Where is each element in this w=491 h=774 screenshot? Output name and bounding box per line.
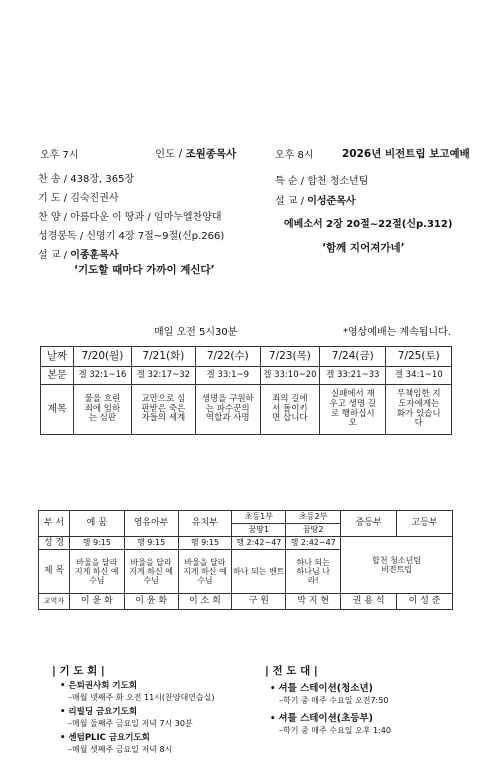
intro-label: 인도 /: [155, 148, 183, 160]
prayer-item: [60, 732, 215, 744]
prayer-item-name: 은퇴권사회 기도회: [68, 681, 138, 691]
evangelism-header: | 전 도 대 |: [265, 665, 318, 677]
department-table: [38, 510, 453, 610]
teacher-cell: 이 윤 화: [69, 594, 124, 610]
dept-name: 유치부: [178, 511, 232, 537]
title-cell: 하나 되는 하나님 나라!: [286, 550, 341, 594]
prayer-item: [60, 680, 215, 692]
teacher-cell: 구 원: [232, 594, 286, 610]
scripture-cell: 행 2:42~47: [232, 537, 286, 550]
teacher-cell: 이 소 희: [178, 594, 232, 610]
dept-name: 초등1부: [232, 511, 286, 524]
scripture-cell: 행 9:15: [124, 537, 178, 550]
row-label: 제목: [41, 385, 74, 435]
row-label: 설 교 /: [275, 196, 305, 207]
prayer-item-detail: –매월 넷째주 화 오전 11시(찬양대연습실): [68, 693, 215, 702]
dept-name: 고등부: [397, 511, 453, 537]
text-cell: 겔 33:21~33: [320, 367, 386, 385]
left-order-row: [38, 208, 224, 227]
right-order-row: [275, 172, 368, 192]
title-cell: 하나 되는 밴트: [232, 550, 286, 594]
dept-name: 초등2부: [286, 511, 341, 524]
title-cell: 무책임한 지도자에게는 화가 있습니다: [386, 385, 452, 435]
evangelism-item: [270, 713, 391, 725]
right-title: 2026년 비전트립 보고예배: [342, 148, 470, 160]
evangelism-item-detail: –학기 중 매주 수요일 오후 1:40: [279, 726, 391, 735]
video-note: *영상예배는 계속됩니다.: [343, 327, 451, 338]
date-cell: 7/25(토): [386, 347, 452, 367]
row-value: 김숙진권사: [70, 193, 119, 204]
row-value: 신명기 4장 7절~9절(신p.266): [86, 231, 225, 242]
right-sermon-title: ‘함께 지어져가네’: [322, 242, 405, 254]
text-row: [41, 367, 452, 385]
right-scripture: 에베소서 2장 20절~22절(신p.312): [284, 219, 453, 230]
teacher-cell: 이 성 준: [397, 594, 453, 610]
sermon-name: 이종훈목사: [70, 250, 119, 261]
teacher-cell: 권 용 석: [341, 594, 397, 610]
dept-header-row: [39, 511, 453, 524]
evangelism-list: [270, 683, 391, 737]
combined-title-cell: 합천 청소년팀 비전트립: [341, 537, 453, 594]
text-cell: 겔 32:17~32: [131, 367, 195, 385]
sermon-name: 이성준목사: [307, 196, 356, 207]
row-label: 성 경: [39, 537, 70, 550]
row-label: 설 교 /: [38, 250, 68, 261]
text-cell: 겔 34:1~10: [386, 367, 452, 385]
scripture-cell: 행 9:15: [69, 537, 124, 550]
left-time: 오후 7시: [40, 150, 79, 161]
left-order-list: [38, 170, 224, 265]
right-order-list: [275, 172, 368, 212]
bullet-icon: •: [270, 714, 279, 724]
evangelism-item-name: 셔틀 스테이션(초등부): [278, 713, 373, 724]
left-order-row: [38, 170, 224, 189]
dept-subname: 꿈땅1: [232, 524, 286, 537]
title-cell: 물을 흐린 죄에 임하는 심판: [74, 385, 132, 435]
prayer-item-detail: –매월 셋째주 금요일 저녁 8시: [68, 745, 173, 754]
right-time: 오후 8시: [275, 150, 314, 161]
title-cell: 죄의 길에서 돌이키면 삽니다: [260, 385, 319, 435]
evangelism-item: [270, 683, 391, 695]
daily-time-note: 매일 오전 5시30분: [154, 327, 238, 338]
scripture-cell: 행 2:42~47: [286, 537, 341, 550]
scripture-row: [39, 537, 453, 550]
teacher-row: [39, 594, 453, 610]
date-cell: 7/21(화): [131, 347, 195, 367]
row-label: 찬 양 /: [38, 212, 68, 223]
title-cell: 생명을 구원하는 파수꾼의 역할과 사명: [195, 385, 260, 435]
scripture-cell: 행 9:15: [178, 537, 232, 550]
bullet-icon: •: [60, 707, 69, 717]
title-cell: 바울을 달라지게 하신 예수님: [178, 550, 232, 594]
intro-name: 조원종목사: [185, 148, 237, 160]
right-sermon-row: [275, 192, 368, 212]
bullet-icon: •: [270, 684, 279, 694]
row-value: 합천 청소년팀: [307, 176, 369, 187]
row-value: 438장, 365장: [70, 174, 135, 185]
dept-subname: 꿈땅2: [286, 524, 341, 537]
prayer-header: | 기 도 회 |: [52, 665, 105, 677]
daily-schedule-table: [40, 346, 452, 435]
row-label: 성경봉독 /: [38, 231, 84, 242]
row-label: 교역자: [39, 594, 70, 610]
prayer-item-name: 리빌딩 금요기도회: [68, 707, 138, 717]
left-order-row: [38, 227, 224, 246]
row-label: 특 순 /: [275, 176, 305, 187]
prayer-item-detail: –매월 둘째주 금요일 저녁 7시 30분: [68, 719, 193, 728]
evangelism-item-name: 셔틀 스테이션(청소년): [278, 683, 373, 694]
left-sermon-title: ‘기도할 때마다 가까이 계신다’: [74, 264, 215, 276]
left-order-row: [38, 189, 224, 208]
prayer-item: [60, 706, 215, 718]
prayer-list: [60, 680, 215, 755]
text-cell: 겔 33:1~9: [195, 367, 260, 385]
title-row: [41, 385, 452, 435]
date-row: [41, 347, 452, 367]
row-label: 본문: [41, 367, 74, 385]
prayer-item-name: 센텀PLIC 금요기도회: [68, 733, 150, 743]
dept-name: 영유아부: [124, 511, 178, 537]
row-label: 찬 송 /: [38, 174, 68, 185]
teacher-cell: 이 윤 화: [124, 594, 178, 610]
row-label: 제 목: [39, 550, 70, 594]
left-intro: [155, 146, 236, 161]
dept-name: 예 꿈: [69, 511, 124, 537]
row-label: 기 도 /: [38, 193, 68, 204]
bullet-icon: •: [60, 733, 69, 743]
row-value: 아름다운 이 땅과 / 임마누엘찬양대: [70, 212, 222, 223]
date-cell: 7/24(금): [320, 347, 386, 367]
title-cell: 바울을 달라지게 하신 예수님: [124, 550, 178, 594]
date-cell: 7/23(목): [260, 347, 319, 367]
evangelism-item-detail: –학기 중 매주 수요일 오전7:50: [279, 696, 389, 705]
row-label: 날짜: [41, 347, 74, 367]
text-cell: 겔 33:10~20: [260, 367, 319, 385]
dept-name: 중등부: [341, 511, 397, 537]
row-label: 부 서: [39, 511, 70, 537]
text-cell: 겔 32:1~16: [74, 367, 132, 385]
title-cell: 바울을 달라지게 하신 예수님: [69, 550, 124, 594]
bullet-icon: •: [60, 681, 69, 691]
title-cell: 교만으로 심판받은 죽은 자들의 세계: [131, 385, 195, 435]
date-cell: 7/20(월): [74, 347, 132, 367]
date-cell: 7/22(수): [195, 347, 260, 367]
teacher-cell: 박 지 현: [286, 594, 341, 610]
title-cell: 실패에서 재우고 생명 길로 행하십시오: [320, 385, 386, 435]
